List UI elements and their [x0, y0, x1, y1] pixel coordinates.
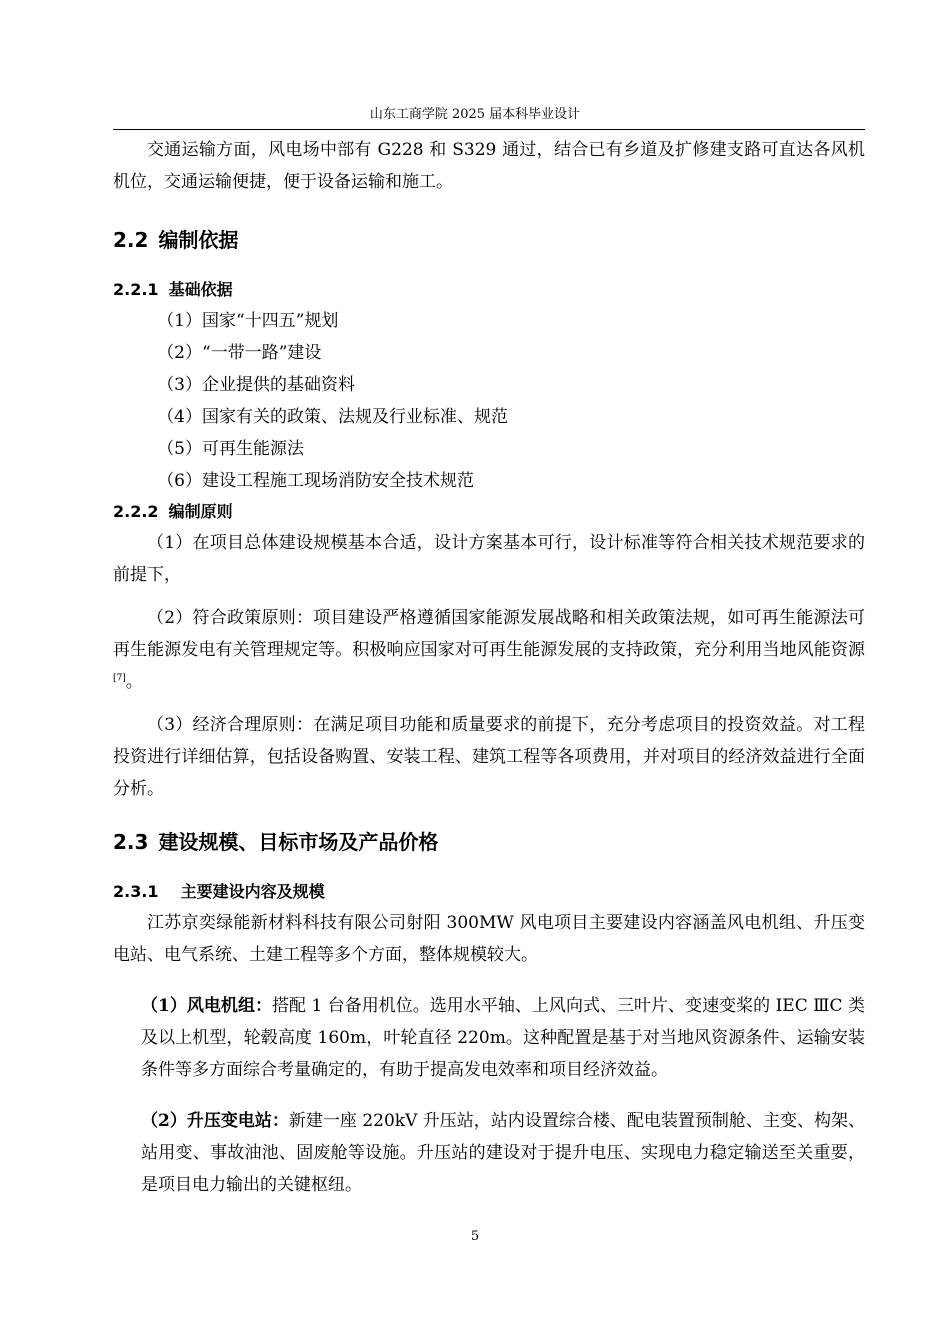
citation-ref[interactable]: [7]: [113, 673, 126, 684]
list-item: （5）可再生能源法: [157, 439, 305, 459]
list-item: （2）“一带一路”建设: [157, 343, 322, 363]
section-2-3-heading: [113, 827, 865, 857]
list-item: （1）国家“十四五”规划: [157, 311, 339, 331]
page-body: [113, 134, 865, 1201]
subsection-number: 2.2.1: [113, 280, 159, 299]
principle-paragraph-3: （3）经济合理原则：在满足项目功能和质量要求的前提下，充分考虑项目的投资效益。对工程投资进行详细估算，包括设备购置、安装工程、建筑工程等各项费用，并对项目的经济效益进行全面分析。: [113, 715, 865, 799]
principle-paragraph-2-end: 。: [125, 672, 143, 692]
wind-turbine-block: [113, 990, 865, 1086]
scale-intro-paragraph: 江苏京奕绿能新材料科技有限公司射阳 300MW 风电项目主要建设内容涵盖风电机组、升压变电站、电气系统、土建工程等多个方面，整体规模较大。: [113, 913, 865, 965]
substation-block: [113, 1105, 865, 1201]
list-item: （6）建设工程施工现场消防安全技术规范: [157, 471, 475, 491]
page-number: 5: [470, 1229, 480, 1244]
wind-turbine-text: 搭配 1 台备用机位。选用水平轴、上风向式、三叶片、变速变桨的 IEC ⅢC 类及以上机型，轮毂高度 160m，叶轮直径 220m。这种配置是基于对当地风资源条件、运输安装条件等多方面综合考量确定的，有助于提高发电效率和项目经济效益。: [141, 996, 865, 1080]
list-item: （4）国家有关的政策、法规及行业标准、规范: [157, 407, 509, 427]
subsection-2-2-1-heading: [113, 275, 865, 305]
subsection-number: 2.3.1: [113, 882, 159, 901]
section-number: 2.3: [113, 830, 149, 854]
subsection-number: 2.2.2: [113, 502, 159, 521]
subsection-2-3-1-heading: [113, 877, 865, 907]
subsection-title: 主要建设内容及规模: [180, 882, 325, 901]
substation-label: （2）升压变电站：: [141, 1111, 289, 1131]
section-title: 建设规模、目标市场及产品价格: [158, 830, 439, 854]
section-2-2-heading: [113, 225, 865, 255]
principle-paragraph-2-text: （2）符合政策原则：项目建设严格遵循国家能源发展战略和相关政策法规，如可再生能源法可再生能源发电有关管理规定等。积极响应国家对可再生能源发展的支持政策，充分利用当地风能资源: [113, 608, 865, 660]
subsection-2-2-2-heading: [113, 497, 865, 527]
header-divider: [113, 129, 865, 130]
substation-text: 新建一座 220kV 升压站，站内设置综合楼、配电装置预制舱、主变、构架、站用变、事故油池、固废舱等设施。升压站的建设对于提升电压、实现电力稳定输送至关重要，是项目电力输出的关键枢纽。: [141, 1111, 865, 1195]
running-header: 山东工商学院 2025 届本科毕业设计: [369, 107, 581, 122]
section-title: 编制依据: [158, 228, 239, 252]
subsection-title: 编制原则: [168, 502, 233, 521]
substation-paragraph: [141, 1105, 865, 1201]
subsection-title: 基础依据: [168, 280, 233, 299]
transport-paragraph: 交通运输方面，风电场中部有 G228 和 S329 通过，结合已有乡道及扩修建支路可直达各风机机位，交通运输便捷，便于设备运输和施工。: [113, 140, 865, 192]
section-number: 2.2: [113, 228, 149, 252]
wind-turbine-label: （1）风电机组：: [141, 996, 272, 1016]
wind-turbine-paragraph: [141, 990, 865, 1086]
list-item: （3）企业提供的基础资料: [157, 375, 356, 395]
principle-paragraph-1: （1）在项目总体建设规模基本合适，设计方案基本可行，设计标准等符合相关技术规范要求的前提下，: [113, 533, 865, 585]
principle-paragraph-2: [113, 602, 865, 698]
